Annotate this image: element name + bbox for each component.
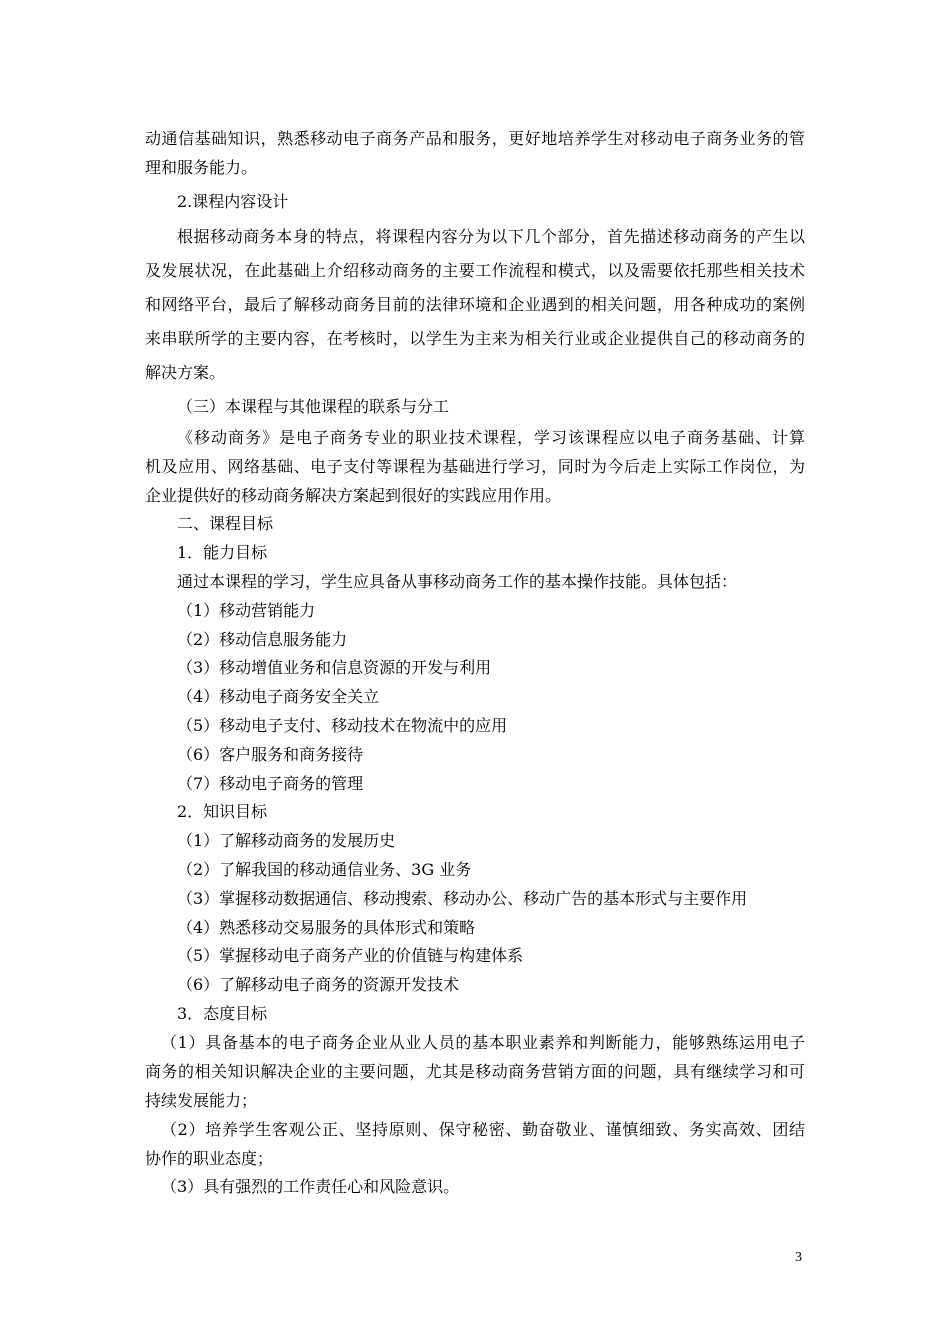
text-line: （3）具有强烈的工作责任心和风险意识。 [161,1177,460,1196]
text-line: 根据移动商务本身的特点，将课程内容分为以下几个部分，首先描述移动商务的产生以 [177,227,805,246]
text-line: 机及应用、网络基础、电子支付等课程为基础进行学习，同时为今后走上实际工作岗位，为 [145,457,805,476]
text-line: 商务的相关知识解决企业的主要问题，尤其是移动商务营销方面的问题，具有继续学习和可 [145,1062,805,1081]
list-item: （2）了解我国的移动通信业务、3G 业务 [177,860,472,879]
list-item: （6）了解移动电子商务的资源开发技术 [177,975,460,994]
list-item: （6）客户服务和商务接待 [177,745,364,764]
list-item: （4）移动电子商务安全关立 [177,687,380,706]
section-heading: 2.课程内容设计 [177,192,289,211]
subsection-heading: 2．知识目标 [177,802,268,821]
text-line: 解决方案。 [145,363,226,382]
text-line: 企业提供好的移动商务解决方案起到很好的实践应用作用。 [145,486,562,505]
text-line: （2）培养学生客观公正、坚持原则、保守秘密、勤奋敬业、谨慎细致、务实高效、团结 [161,1120,805,1139]
list-item: （2）移动信息服务能力 [177,630,348,649]
text-line: 持续发展能力； [145,1091,258,1110]
text-line: 通过本课程的学习，学生应具备从事移动商务工作的基本操作技能。具体包括： [177,572,738,591]
text-line: 来串联所学的主要内容，在考核时，以学生为主来为相关行业或企业提供自己的移动商务的 [145,329,805,348]
list-item: （1）了解移动商务的发展历史 [177,831,396,850]
page-number: 3 [795,1250,802,1265]
list-item: （5）掌握移动电子商务产业的价值链与构建体系 [177,946,524,965]
list-item: （3）掌握移动数据通信、移动搜索、移动办公、移动广告的基本形式与主要作用 [177,889,748,908]
subsection-heading: 1．能力目标 [177,543,268,562]
list-item: （1）移动营销能力 [177,601,316,620]
section-heading: （三）本课程与其他课程的联系与分工 [177,397,450,416]
text-line: 和网络平台，最后了解移动商务目前的法律环境和企业遇到的相关问题，用各种成功的案例 [145,295,805,314]
text-line: 协作的职业态度； [145,1149,274,1168]
text-line: 动通信基础知识，熟悉移动电子商务产品和服务，更好地培养学生对移动电子商务业务的管 [145,129,805,148]
text-line: 《移动商务》是电子商务专业的职业技术课程，学习该课程应以电子商务基础、计算 [177,428,805,447]
section-heading: 二、课程目标 [177,514,274,533]
text-line: 理和服务能力。 [145,158,258,177]
text-line: （1）具备基本的电子商务企业从业人员的基本职业素养和判断能力，能够熟练运用电子 [161,1033,805,1052]
list-item: （4）熟悉移动交易服务的具体形式和策略 [177,918,476,937]
subsection-heading: 3．态度目标 [177,1004,268,1023]
list-item: （3）移动增值业务和信息资源的开发与利用 [177,658,492,677]
list-item: （7）移动电子商务的管理 [177,774,364,793]
list-item: （5）移动电子支付、移动技术在物流中的应用 [177,716,508,735]
text-line: 及发展状况，在此基础上介绍移动商务的主要工作流程和模式，以及需要依托那些相关技术 [145,261,805,280]
